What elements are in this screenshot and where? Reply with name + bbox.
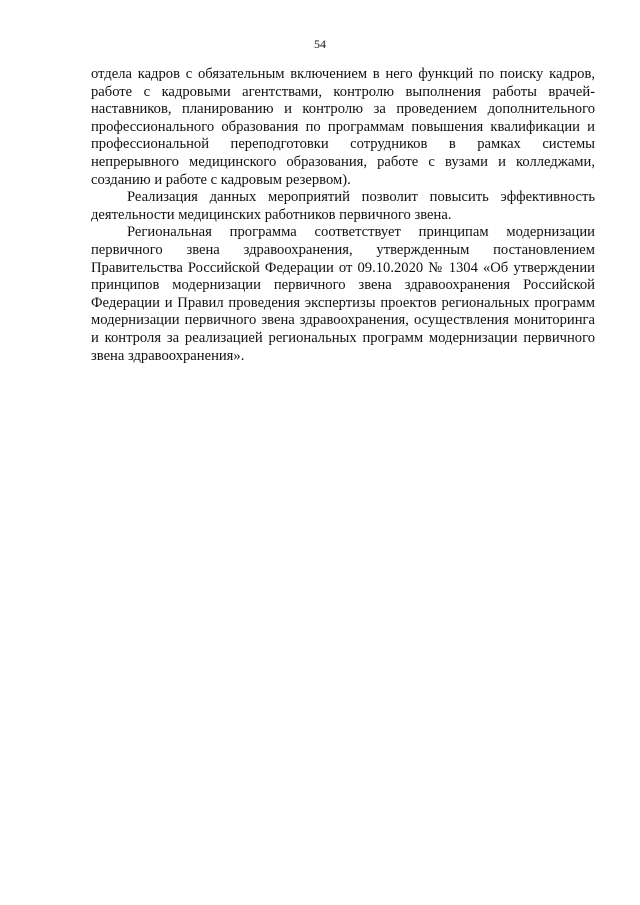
page-number: 54 — [314, 37, 326, 51]
paragraph-efficiency: Реализация данных мероприятий позволит повысить эффективность деятельности медицинских работников первичного звена. — [91, 189, 595, 223]
paragraph-regional-program: Региональная программа соответствует принципам модернизации первичного звена здравоохранения, утвержденным постановлением Правительства Российской Федерации от 09.10.2020 № 1304 «Об утверждении принципов модернизации первичного звена здравоохранения Российской Федерации и Правил проведения экспертизы проектов региональных программ модернизации первичного звена здравоохранения, осуществления мониторинга и контроля за реализацией региональных программ модернизации первичного звена здравоохранения». — [91, 224, 595, 364]
document-body — [91, 66, 595, 365]
paragraph-continuation: отдела кадров с обязательным включением в него функций по поиску кадров, работе с кадровыми агентствами, контролю выполнения работы врачей-наставников, планированию и контролю за проведением дополнительного профессионального образования по программам повышения квалификации и профессиональной переподготовки сотрудников в рамках системы непрерывного медицинского образования, работе с вузами и колледжами, созданию и работе с кадровым резервом). — [91, 66, 595, 188]
